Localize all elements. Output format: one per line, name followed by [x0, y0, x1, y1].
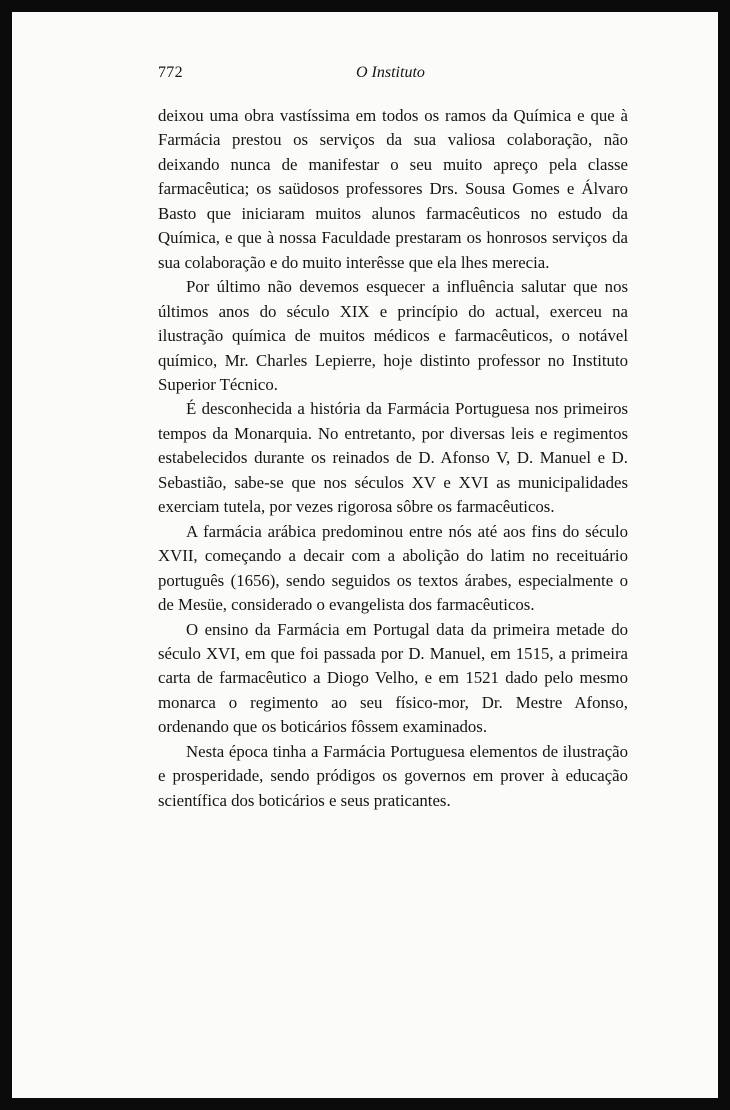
paragraph-1: deixou uma obra vastíssima em todos os ramos da Química e que à Farmácia prestou os serviços da sua valiosa colaboração, não deixando nunca de manifestar o seu muito apreço pela classe farmacêutica; os saüdosos professores Drs. Sousa Gomes e Álvaro Basto que iniciaram muitos alunos farmacêuticos no estudo da Química, e que à nossa Faculdade prestaram os honrosos serviços da sua colaboração e do muito interêsse que ela lhes merecia.: [158, 106, 628, 272]
paragraph-2: Por último não devemos esquecer a influência salutar que nos últimos anos do século XIX e princípio do actual, exerceu na ilustração química de muitos médicos e farmacêuticos, o notável químico, Mr. Charles Lepierre, hoje distinto professor no Instituto Superior Técnico.: [158, 277, 628, 394]
paragraph-3: É desconhecida a história da Farmácia Portuguesa nos primeiros tempos da Monarquia. No entretanto, por diversas leis e regimentos estabelecidos durante os reinados de D. Afonso V, D. Manuel e D. Sebastião, sabe-se que nos séculos XV e XVI as municipalidades exerciam tutela, por vezes rigorosa sôbre os farmacêuticos.: [158, 399, 628, 517]
running-head: [158, 64, 628, 88]
paragraph-5: O ensino da Farmácia em Portugal data da primeira metade do século XVI, em que foi passada por D. Manuel, em 1515, a primeira carta de farmacêutico a Diogo Velho, e em 1521 dado pelo mesmo monarca o regimento ao seu físico-mor, Dr. Mestre Afonso, ordenando que os boticários fôssem examinados.: [158, 619, 628, 737]
paragraph-6: Nesta época tinha a Farmácia Portuguesa elementos de ilustração e prosperidade, sendo pródigos os governos em prover à educação scientífica dos boticários e seus praticantes.: [158, 741, 628, 810]
page-number: 772: [158, 64, 183, 81]
body-text: [158, 104, 628, 813]
paragraph-4: A farmácia arábica predominou entre nós até aos fins do século XVII, começando a decair com a abolição do latim no receituário português (1656), sendo seguidos os textos árabes, especialmente o de Mesüe, considerado o evangelista dos farmacêuticos.: [158, 521, 628, 615]
journal-title: O Instituto: [356, 64, 425, 81]
